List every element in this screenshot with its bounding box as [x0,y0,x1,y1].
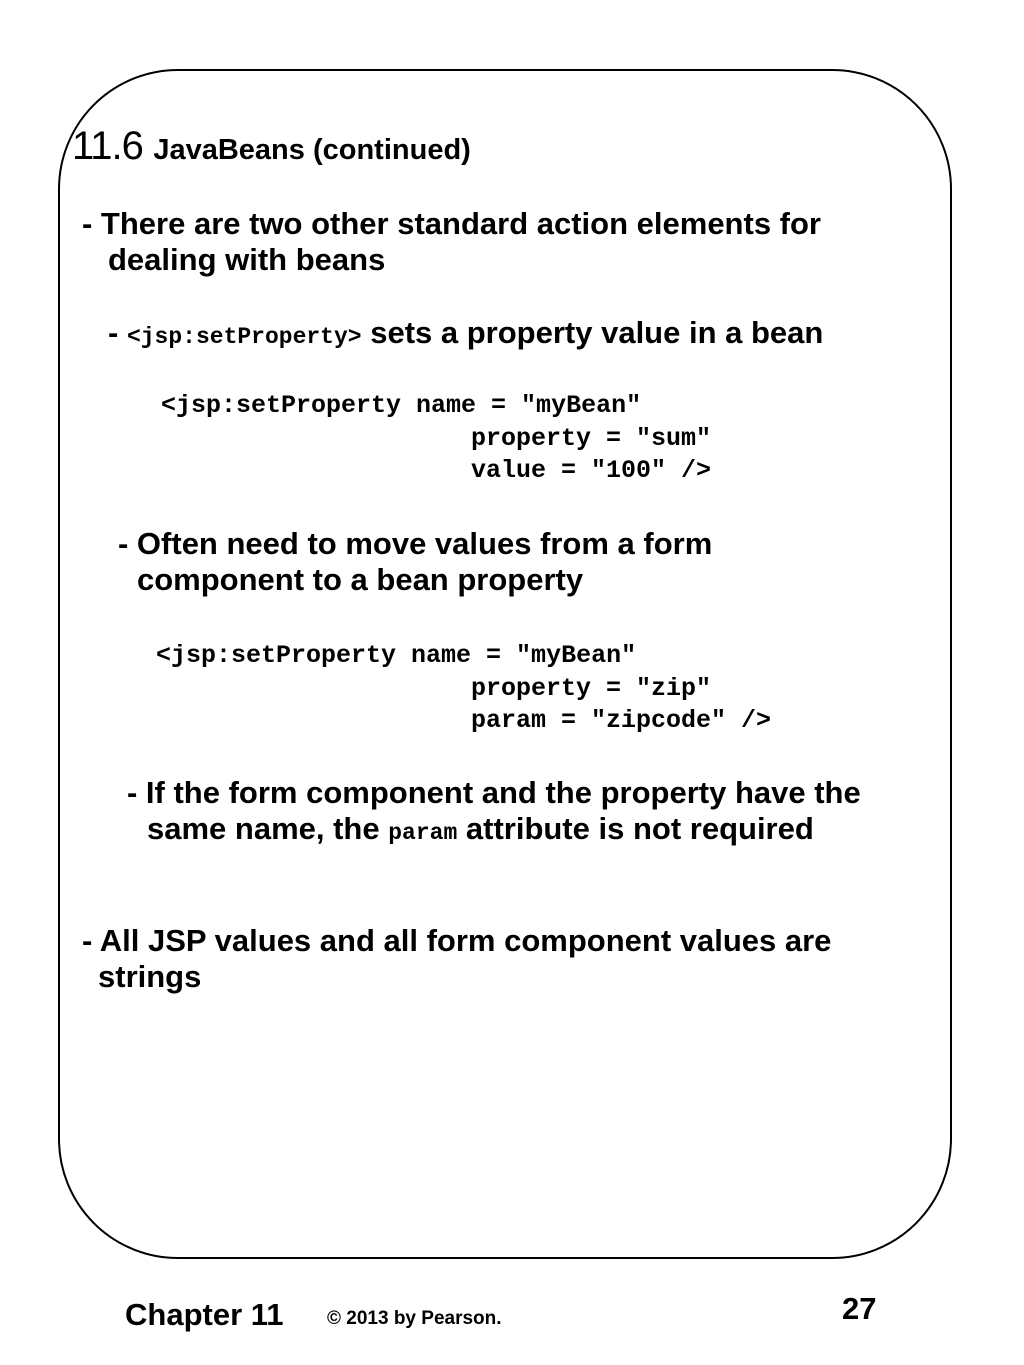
footer-chapter: Chapter 11 [125,1297,284,1332]
bullet-3-line-1: - Often need to move values from a form [118,526,713,561]
bullet-2 [108,317,823,349]
code-2-line-1: <jsp:setProperty name = ″myBean″ [156,641,637,670]
section-title: JavaBeans (continued) [153,134,471,166]
bullet-2-code: <jsp:setProperty> [126,324,362,350]
bullet-1-line-1: - There are two other standard action elements for [82,206,821,241]
bullet-4-text-post: attribute is not required [465,811,814,846]
footer-copyright: © 2013 by Pearson. [327,1308,502,1329]
section-number: 11.6 [72,124,143,168]
bullet-4-line-2 [147,813,814,845]
bullet-3-line-2: component to a bean property [137,562,584,597]
bullet-5-line-1: - All JSP values and all form component values are [82,923,832,958]
bullet-2-dash: - [108,315,119,350]
code-1-line-3: value = ″100″ /> [471,456,712,485]
slide-heading [72,126,471,166]
bullet-1-line-2: dealing with beans [108,242,386,277]
bullet-4-line-1: - If the form component and the property have the [127,775,861,810]
code-1-line-1: <jsp:setProperty name = ″myBean″ [161,391,642,420]
bullet-5-line-2: strings [98,959,202,994]
bullet-2-text: sets a property value in a bean [370,315,824,350]
page-number: 27 [842,1291,877,1326]
code-2-line-2: property = ″zip″ [471,674,712,703]
code-2-line-3: param = ″zipcode″ /> [471,706,772,735]
bullet-4-text-pre: same name, the [147,811,380,846]
bullet-4-code: param [388,820,458,846]
code-1-line-2: property = ″sum″ [471,424,712,453]
